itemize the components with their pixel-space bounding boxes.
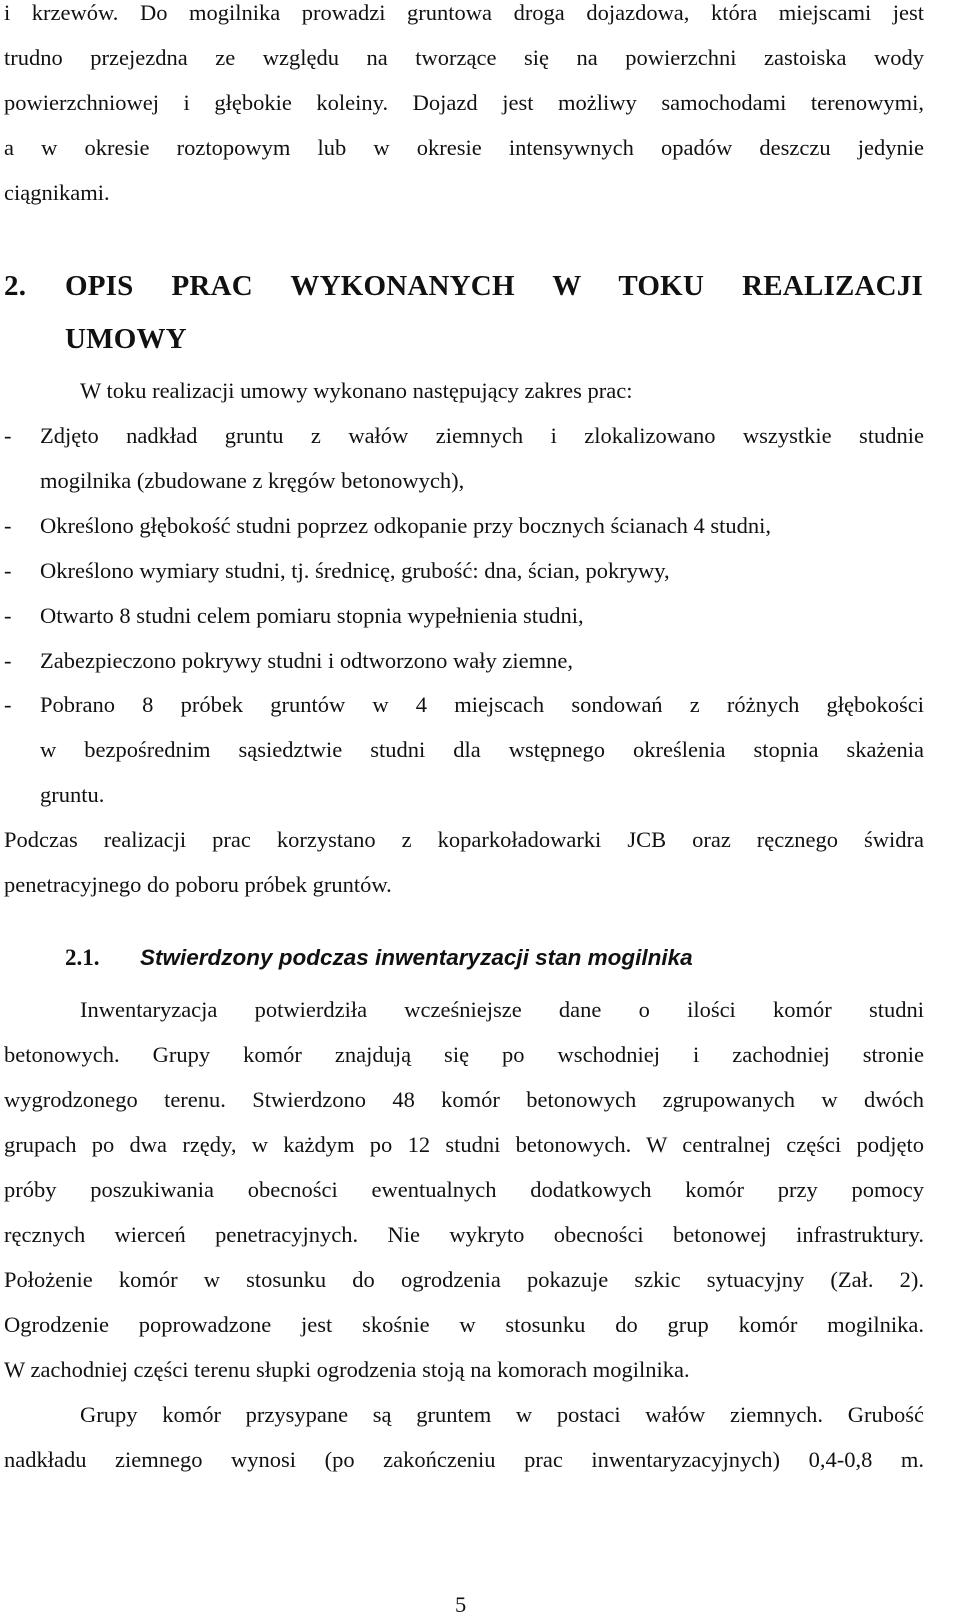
intro-line: i krzewów. Do mogilnika prowadzi gruntowa droga dojazdowa, która miejscami jest bbox=[4, 0, 924, 25]
paragraph-line: nadkładu ziemnego wynosi (po zakończeniu prac inwentaryzacyjnych) 0,4-0,8 m. bbox=[4, 1447, 924, 1472]
paragraph-line: Ogrodzenie poprowadzone jest skośnie w stosunku do grup komór mogilnika. bbox=[4, 1312, 924, 1337]
section-title-continued: UMOWY bbox=[65, 323, 187, 355]
paragraph-line: ręcznych wierceń penetracyjnych. Nie wykryto obecności betonowej infrastruktury. bbox=[4, 1222, 924, 1247]
bullet-item: Określono głębokość studni poprzez odkopanie przy bocznych ścianach 4 studni, bbox=[40, 513, 772, 538]
page-number: 5 bbox=[455, 1592, 467, 1617]
paragraph-line: grupach po dwa rzędy, w każdym po 12 studni betonowych. W centralnej części podjęto bbox=[4, 1132, 924, 1157]
subsection-number: 2.1. bbox=[65, 945, 100, 970]
paragraph-line: próby poszukiwania obecności ewentualnych dodatkowych komór przy pomocy bbox=[4, 1177, 924, 1202]
bullet-item-continued: mogilnika (zbudowane z kręgów betonowych), bbox=[40, 468, 465, 493]
paragraph-line: Podczas realizacji prac korzystano z koparkoładowarki JCB oraz ręcznego świdra bbox=[4, 827, 924, 852]
paragraph-line: W zachodniej części terenu słupki ogrodzenia stoją na komorach mogilnika. bbox=[4, 1357, 690, 1382]
section-number: 2. bbox=[4, 270, 27, 302]
bullet-dash: - bbox=[4, 558, 12, 583]
bullet-item-continued: w bezpośrednim sąsiedztwie studni dla wstępnego określenia stopnia skażenia bbox=[40, 737, 924, 762]
bullet-dash: - bbox=[4, 513, 12, 538]
bullet-item: Określono wymiary studni, tj. średnicę, grubość: dna, ścian, pokrywy, bbox=[40, 558, 670, 583]
bullet-item: Otwarto 8 studni celem pomiaru stopnia wypełnienia studni, bbox=[40, 603, 584, 628]
intro-line: trudno przejezdna ze względu na tworzące się na powierzchni zastoiska wody bbox=[4, 45, 924, 70]
paragraph-line: Grupy komór przysypane są gruntem w postaci wałów ziemnych. Grubość bbox=[80, 1402, 924, 1427]
intro-line: ciągnikami. bbox=[4, 180, 110, 205]
bullet-item: Zabezpieczono pokrywy studni i odtworzono wały ziemne, bbox=[40, 648, 573, 673]
bullet-item-continued: gruntu. bbox=[40, 782, 105, 807]
paragraph-line: penetracyjnego do poboru próbek gruntów. bbox=[4, 872, 392, 897]
paragraph-line: wygrodzonego terenu. Stwierdzono 48 komór betonowych zgrupowanych w dwóch bbox=[4, 1087, 924, 1112]
subsection-title: Stwierdzony podczas inwentaryzacji stan mogilnika bbox=[140, 945, 693, 970]
bullet-dash: - bbox=[4, 648, 12, 673]
section-lead: W toku realizacji umowy wykonano następujący zakres prac: bbox=[80, 378, 633, 403]
bullet-dash: - bbox=[4, 603, 12, 628]
bullet-item: Pobrano 8 próbek gruntów w 4 miejscach sondowań z różnych głębokości bbox=[40, 692, 924, 717]
bullet-dash: - bbox=[4, 423, 12, 448]
intro-line: a w okresie roztopowym lub w okresie intensywnych opadów deszczu jedynie bbox=[4, 135, 924, 160]
section-title: OPIS PRAC WYKONANYCH W TOKU REALIZACJI bbox=[65, 270, 923, 302]
intro-line: powierzchniowej i głębokie koleiny. Dojazd jest możliwy samochodami terenowymi, bbox=[4, 90, 924, 115]
paragraph-line: Inwentaryzacja potwierdziła wcześniejsze dane o ilości komór studni bbox=[80, 997, 924, 1022]
paragraph-line: betonowych. Grupy komór znajdują się po wschodniej i zachodniej stronie bbox=[4, 1042, 924, 1067]
bullet-item: Zdjęto nadkład gruntu z wałów ziemnych i zlokalizowano wszystkie studnie bbox=[40, 423, 924, 448]
bullet-dash: - bbox=[4, 692, 12, 717]
paragraph-line: Położenie komór w stosunku do ogrodzenia pokazuje szkic sytuacyjny (Zał. 2). bbox=[4, 1267, 924, 1292]
